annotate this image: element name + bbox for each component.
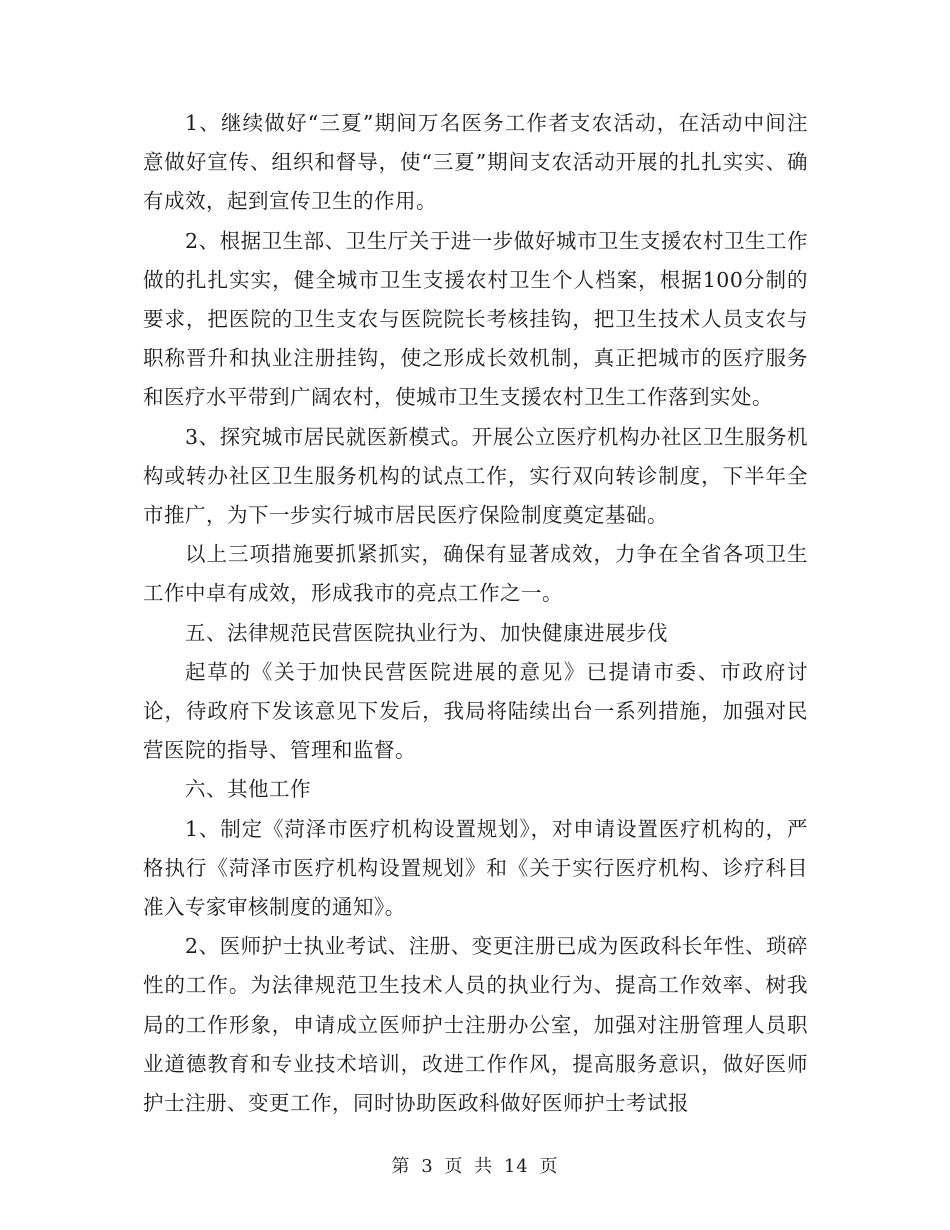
paragraph-summer-support: 1、继续做好“三夏”期间万名医务工作者支农活动，在活动中间注意做好宣传、组织和督导，使“三夏”期间支农活动开展的扎扎实实、确有成效，起到宣传卫生的作用。: [143, 111, 808, 214]
paragraph-urban-rural-support: 2、根据卫生部、卫生厅关于进一步做好城市卫生支援农村卫生工作做的扎扎实实，健全城市卫生支援农村卫生个人档案，根据100分制的要求，把医院的卫生支农与医院院长考核挂钩，把卫生技术人员支农与职称晋升和执业注册挂钩，使之形成长效机制，真正把城市的医疗服务和医疗水平带到广阔农村，使城市卫生支援农村卫生工作落到实处。: [143, 228, 808, 410]
section-heading-other-work: 六、其他工作: [185, 777, 312, 802]
paragraph-community-medical-model: 3、探究城市居民就医新模式。开展公立医疗机构办社区卫生服务机构或转办社区卫生服务机构的试点工作，实行双向转诊制度，下半年全市推广，为下一步实行城市居民医疗保险制度奠定基础。: [143, 424, 808, 528]
document-body: [143, 104, 808, 1123]
paragraph-private-hospital-opinion: 起草的《关于加快民营医院进展的意见》已提请市委、市政府讨论，待政府下发该意见下发后，我局将陆续出台一系列措施，加强对民营医院的指导、管理和监督。: [143, 659, 808, 763]
section-heading-private-hospitals: 五、法律规范民营医院执业行为、加快健康进展步伐: [185, 620, 669, 645]
paragraph-measures-summary: 以上三项措施要抓紧抓实，确保有显著成效，力争在全省各项卫生工作中卓有成效，形成我市的亮点工作之一。: [143, 542, 808, 606]
paragraph-registration-office: 2、医师护士执业考试、注册、变更注册已成为医政科长年性、琐碎性的工作。为法律规范卫生技术人员的执业行为、提高工作效率、树我局的工作形象，申请成立医师护士注册办公室，加强对注册管理人员职业道德教育和专业技术培训，改进工作作风，提高服务意识，做好医师护士注册、变更工作，同时协助医政科做好医师护士考试报: [143, 934, 808, 1116]
page-number-footer: 第 3 页 共 14 页: [391, 1156, 559, 1177]
paragraph-facility-planning: 1、制定《菏泽市医疗机构设置规划》，对申请设置医疗机构的，严格执行《菏泽市医疗机构设置规划》和《关于实行医疗机构、诊疗科目准入专家审核制度的通知》。: [143, 816, 808, 920]
